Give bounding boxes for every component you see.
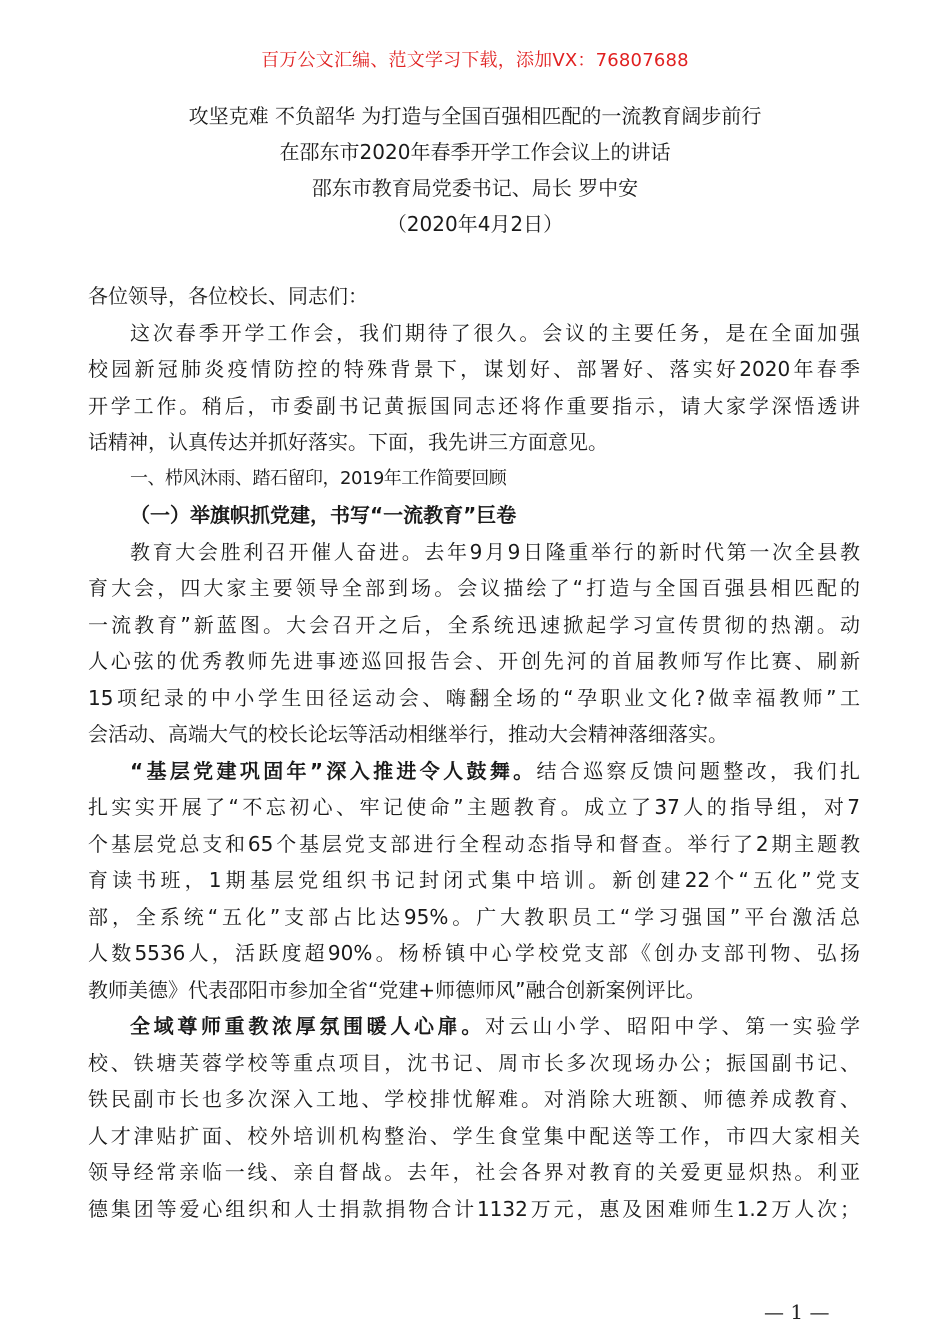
watermark-banner: 百万公文汇编、范文学习下载，添加VX：76807688 [261,50,689,71]
document-author: 邵东市教育局党委书记、局长 罗中安 [311,176,639,200]
document-subtitle: 在邵东市2020年春季开学工作会议上的讲话 [279,140,671,164]
paragraph-respect-teachers [88,1008,860,1227]
text-line: 校园新冠肺炎疫情防控的特殊背景下，谋划好、部署好、落实好2020年春季 [88,357,860,381]
paragraph-party-building [88,753,860,1009]
text-span: 对云山小学、昭阳中学、第一实验学 [485,1014,860,1038]
text-line: 人数5536人，活跃度超90%。杨桥镇中心学校党支部《创办支部刊物、弘扬 [88,941,860,965]
text-line: 校、铁塘芙蓉学校等重点项目，沈书记、周市长多次现场办公；振国副书记、 [88,1050,860,1075]
text-span: 结合巡察反馈问题整改，我们扎 [536,758,861,783]
document-title: 攻坚克难 不负韶华 为打造与全国百强相匹配的一流教育阔步前行 [188,104,762,128]
text-line: 一流教育”新蓝图。大会召开之后，全系统迅速掀起学习宣传贯彻的热潮。动 [88,612,860,637]
text-line [88,1008,860,1045]
text-line: 扎实实开展了“不忘初心、牢记使命”主题教育。成立了37人的指导组，对7 [88,795,860,819]
text-line: 人才津贴扩面、校外培训机构整治、学生食堂集中配送等工作，市四大家相关 [88,1123,860,1148]
paragraph-education-conference [88,534,860,753]
subsection-heading: （一）举旗帜抓党建，书写“一流教育”巨卷 [130,503,517,527]
text-line: 育读书班，1期基层党组织书记封闭式集中培训。新创建22个“五化”党支 [88,868,860,892]
document-title-block [0,98,950,242]
text-line: 教师美德》代表邵阳市参加全省“党建+师德师风”融合创新案例评比。 [88,977,706,1002]
section-heading: 一、栉风沐雨、踏石留印，2019年工作简要回顾 [130,467,507,489]
text-line: 会活动、高端大气的校长论坛等活动相继举行，推动大会精神落细落实。 [88,722,728,746]
text-line: 这次春季开学工作会，我们期待了很久。会议的主要任务，是在全面加强 [130,320,860,345]
text-line: 个基层党总支和65个基层党支部进行全程动态指导和督查。举行了2期主题教 [88,831,860,856]
text-line: 领导经常亲临一线、亲自督战。去年，社会各界对教育的关爱更显炽热。利亚 [88,1160,860,1184]
salutation: 各位领导，各位校长、同志们： [88,284,368,308]
intro-paragraph [88,315,860,461]
text-line: 15项纪录的中小学生田径运动会、嗨翻全场的“孕职业文化?做幸福教师”工 [88,685,860,710]
text-line: 部，全系统“五化”支部占比达95%。广大教职员工“学习强国”平台激活总 [88,904,860,929]
page-number: — 1 — [764,1300,830,1324]
paragraph-lead: 全域尊师重教浓厚氛围暖人心扉。 [130,1014,485,1038]
text-line: 开学工作。稍后，市委副书记黄振国同志还将作重要指示，请大家学深悟透讲 [88,393,860,418]
document-date: （2020年4月2日） [386,212,564,236]
text-line: 教育大会胜利召开催人奋进。去年9月9日隆重举行的新时代第一次全县教 [130,539,860,564]
text-line: 铁民副市长也多次深入工地、学校排忧解难。对消除大班额、师德养成教育、 [88,1087,860,1111]
paragraph-lead: “基层党建巩固年”深入推进令人鼓舞。 [130,758,537,783]
text-line: 德集团等爱心组织和人士捐款捐物合计1132万元，惠及困难师生1.2万人次； [88,1196,860,1221]
text-line: 人心弦的优秀教师先进事迹巡回报告会、开创先河的首届教师写作比赛、刷新 [88,649,860,673]
text-line [88,753,860,790]
text-line: 育大会，四大家主要领导全部到场。会议描绘了“打造与全国百强县相匹配的 [88,576,860,600]
text-line: 话精神，认真传达并抓好落实。下面，我先讲三方面意见。 [88,430,608,454]
document-body [88,278,860,1227]
